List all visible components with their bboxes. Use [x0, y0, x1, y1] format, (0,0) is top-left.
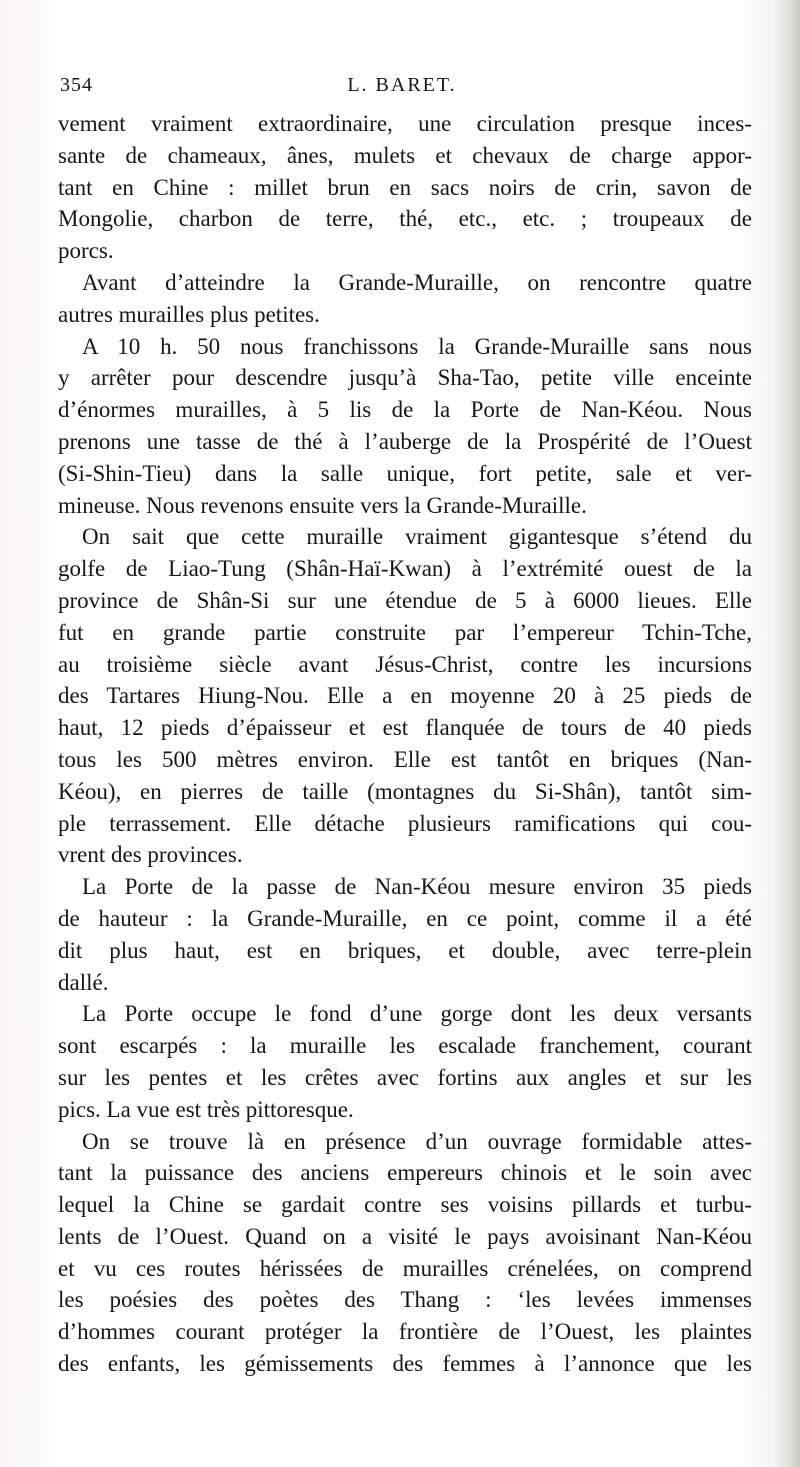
- text-line: province de Shân-Si sur une étendue de 5 à 6000 lieues. Elle: [58, 587, 752, 613]
- text-line: La Porte occupe le fond d’une gorge dont les deux versants: [82, 1001, 752, 1027]
- body-text: [58, 108, 752, 1380]
- text-line: porcs.: [58, 238, 114, 264]
- text-line: fut en grande partie construite par l’empereur Tchin-Tche,: [58, 619, 752, 645]
- text-line: autres murailles plus petites.: [58, 301, 320, 327]
- text-line: au troisième siècle avant Jésus-Christ, contre les incursions: [58, 651, 752, 677]
- text-line: tous les 500 mètres environ. Elle est tantôt en briques (Nan-: [58, 746, 752, 772]
- text-line: Kéou), en pierres de taille (montagnes du Si-Shân), tantôt sim-: [58, 778, 752, 804]
- text-line: d’énormes murailles, à 5 lis de la Porte de Nan-Kéou. Nous: [58, 397, 752, 423]
- text-line: et vu ces routes hérissées de murailles crénelées, on comprend: [58, 1255, 752, 1281]
- text-line: pics. La vue est très pittoresque.: [58, 1096, 354, 1122]
- page-header: [60, 74, 744, 104]
- page-edge-shadow: [774, 0, 800, 1467]
- text-line: mineuse. Nous revenons ensuite vers la Grande-Muraille.: [58, 492, 587, 518]
- text-line: des enfants, les gémissements des femmes à l’annonce que les: [58, 1351, 752, 1377]
- text-line: Mongolie, charbon de terre, thé, etc., etc. ; troupeaux de: [58, 206, 752, 232]
- text-line: dit plus haut, est en briques, et double, avec terre-plein: [58, 937, 752, 963]
- text-line: sont escarpés : la muraille les escalade franchement, courant: [58, 1033, 752, 1059]
- text-line: On se trouve là en présence d’un ouvrage formidable attes-: [82, 1128, 752, 1154]
- text-line: lequel la Chine se gardait contre ses voisins pillards et turbu-: [58, 1192, 752, 1218]
- text-line: tant la puissance des anciens empereurs chinois et le soin avec: [58, 1160, 752, 1186]
- text-line: sante de chameaux, ânes, mulets et chevaux de charge appor-: [58, 142, 752, 168]
- text-line: lents de l’Ouest. Quand on a visité le pays avoisinant Nan-Kéou: [58, 1223, 752, 1249]
- text-line: dallé.: [58, 969, 109, 995]
- text-line: On sait que cette muraille vraiment gigantesque s’étend du: [82, 524, 752, 550]
- text-line: vement vraiment extraordinaire, une circulation presque inces-: [58, 111, 752, 136]
- text-line: La Porte de la passe de Nan-Kéou mesure environ 35 pieds: [82, 874, 752, 900]
- text-line: A 10 h. 50 nous franchissons la Grande-Muraille sans nous: [82, 333, 752, 359]
- text-line: golfe de Liao-Tung (Shân-Haï-Kwan) à l’extrémité ouest de la: [58, 556, 752, 582]
- text-line: (Si-Shin-Tieu) dans la salle unique, fort petite, sale et ver-: [58, 460, 752, 486]
- text-line: Avant d’atteindre la Grande-Muraille, on rencontre quatre: [82, 269, 752, 295]
- text-line: ple terrassement. Elle détache plusieurs ramifications qui cou-: [58, 810, 752, 836]
- text-line: haut, 12 pieds d’épaisseur et est flanquée de tours de 40 pieds: [58, 715, 752, 741]
- text-line: y arrêter pour descendre jusqu’à Sha-Tao, petite ville enceinte: [58, 365, 752, 391]
- text-line: prenons une tasse de thé à l’auberge de la Prospérité de l’Ouest: [58, 428, 752, 454]
- page-number: 354: [60, 74, 93, 96]
- text-line: tant en Chine : millet brun en sacs noirs de crin, savon de: [58, 174, 752, 200]
- running-head: L. BARET.: [347, 74, 457, 96]
- text-line: les poésies des poètes des Thang : ‘les levées immenses: [58, 1287, 752, 1313]
- text-line: de hauteur : la Grande-Muraille, en ce point, comme il a été: [58, 905, 752, 931]
- text-line: vrent des provinces.: [58, 842, 243, 868]
- text-line: d’hommes courant protéger la frontière de l’Ouest, les plaintes: [58, 1319, 752, 1345]
- text-line: sur les pentes et les crêtes avec fortins aux angles et sur les: [58, 1064, 752, 1090]
- text-line: des Tartares Hiung-Nou. Elle a en moyenne 20 à 25 pieds de: [58, 683, 752, 709]
